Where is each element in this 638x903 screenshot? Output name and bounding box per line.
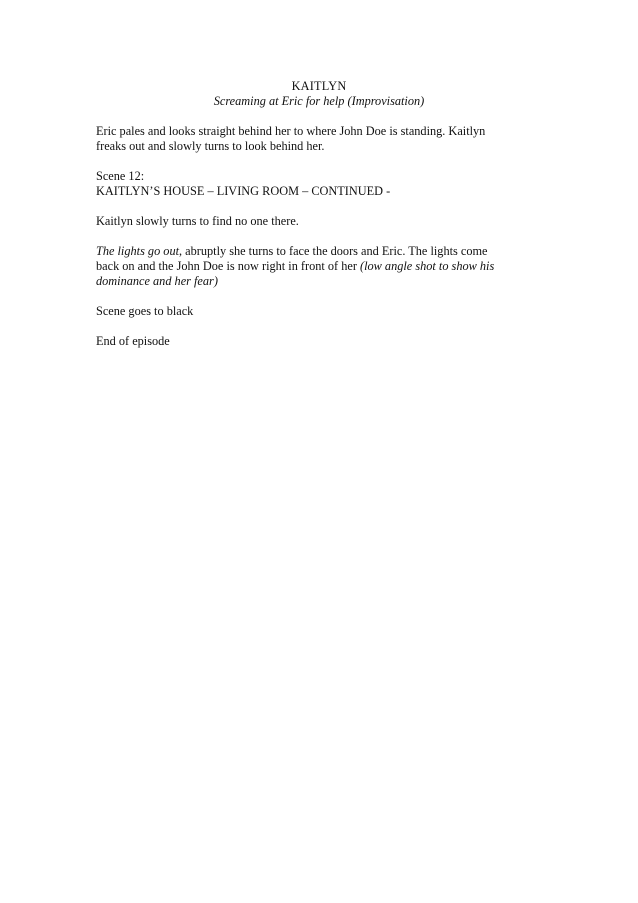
action-paragraph-4 <box>96 304 542 319</box>
parenthetical: Screaming at Eric for help (Improvisation) <box>213 94 425 108</box>
action-line: Eric pales and looks straight behind her to where John Doe is standing. Kaitlyn <box>96 124 486 138</box>
action-text: back on and the John Doe is now right in front of her <box>96 259 360 273</box>
ending-line: End of episode <box>96 334 170 348</box>
action-line: Scene goes to black <box>96 304 194 318</box>
scene-slugline: KAITLYN’S HOUSE – LIVING ROOM – CONTINUED - <box>96 184 391 198</box>
action-line: Kaitlyn slowly turns to find no one there. <box>96 214 299 228</box>
action-paragraph-2 <box>96 214 542 229</box>
action-paragraph-1 <box>96 124 542 154</box>
action-paragraph-3 <box>96 244 542 289</box>
lights-out-italic: The lights go out <box>96 244 180 258</box>
action-line <box>96 244 542 259</box>
character-name: KAITLYN <box>291 79 347 93</box>
camera-direction-italic: dominance and her fear) <box>96 274 218 288</box>
character-heading <box>96 79 542 109</box>
action-line: freaks out and slowly turns to look behind her. <box>96 139 325 153</box>
scene-number: Scene 12: <box>96 169 145 183</box>
action-text: , abruptly she turns to face the doors and Eric. The lights come <box>179 244 488 258</box>
action-line <box>96 259 542 274</box>
episode-ending <box>96 334 542 349</box>
camera-direction-italic: (low angle shot to show his <box>360 259 495 273</box>
scene-heading <box>96 169 542 199</box>
